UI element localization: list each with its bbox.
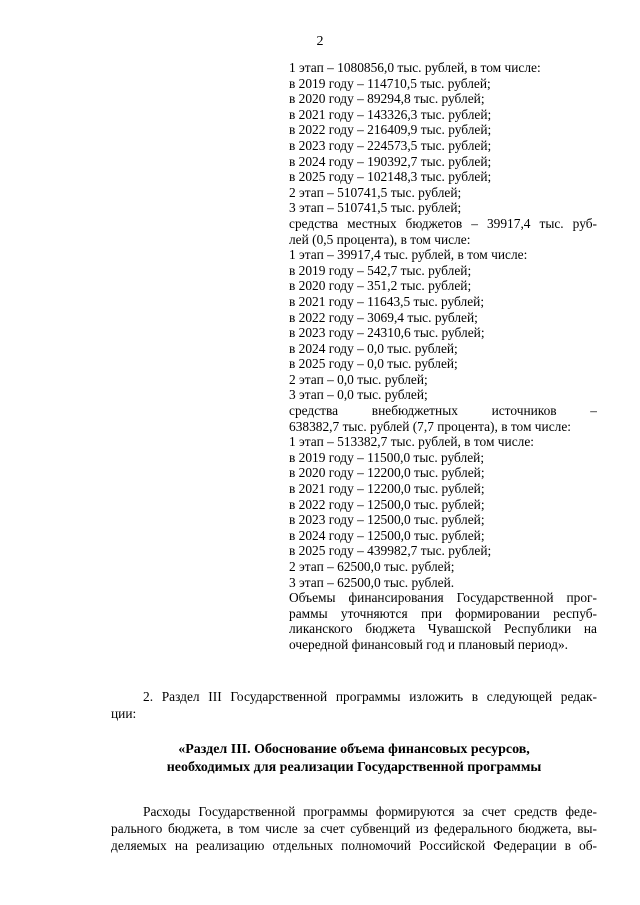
text-line: в 2021 году – 143326,3 тыс. рублей; [289,106,492,122]
text-line: 2 этап – 510741,5 тыс. рублей; [289,184,462,200]
text-line: в 2021 году – 11643,5 тыс. рублей; [289,293,485,309]
financing-column [289,60,597,653]
text-line: в 2024 году – 12500,0 тыс. рублей; [289,527,485,543]
text-line: 1 этап – 1080856,0 тыс. рублей, в том числе: [289,60,541,75]
text-line: 3 этап – 0,0 тыс. рублей; [289,387,428,403]
text-line: ликанского бюджета Чувашской Республики на [289,621,597,637]
text-line: в 2023 году – 224573,5 тыс. рублей; [289,137,492,153]
text-line: 2. Раздел III Государственной программы изложить в следующей редак- [143,689,597,704]
text-line: средства внебюджетных источников – [289,403,597,419]
text-line: в 2022 году – 3069,4 тыс. рублей; [289,309,478,325]
text-line: 3 этап – 62500,0 тыс. рублей. [289,574,455,590]
text-line: 2 этап – 62500,0 тыс. рублей; [289,559,455,574]
text-line: в 2020 году – 89294,8 тыс. рублей; [289,91,485,107]
text-line: 638382,7 тыс. рублей (7,7 процента), в том числе: [289,418,571,434]
text-line: в 2020 году – 351,2 тыс. рублей; [289,278,472,294]
text-line: очередной финансовый год и плановый период». [289,636,569,652]
heading-line: «Раздел III. Обоснование объема финансовых ресурсов, [178,742,530,757]
text-line: в 2025 году – 0,0 тыс. рублей; [289,356,458,372]
text-line: деляемых на реализацию отдельных полномочий Российской Федерации в об- [111,838,597,853]
text-line: в 2021 году – 12200,0 тыс. рублей; [289,481,485,497]
text-line: в 2019 году – 542,7 тыс. рублей; [289,262,472,278]
heading-line: необходимых для реализации Государственной программы [166,760,542,775]
text-line: в 2023 году – 24310,6 тыс. рублей; [289,325,485,341]
amendment-item-2 [111,688,597,722]
text-line: лей (0,5 процента), в том числе: [289,231,471,247]
text-line: средства местных бюджетов – 39917,4 тыс. руб- [289,215,597,231]
section-paragraph [111,803,597,854]
text-line: в 2022 году – 12500,0 тыс. рублей; [289,496,485,512]
text-line: в 2024 году – 0,0 тыс. рублей; [289,340,458,356]
text-line: 3 этап – 510741,5 тыс. рублей; [289,200,462,216]
text-line: рального бюджета, в том числе за счет субвенций из федерального бюджета, вы- [111,821,597,836]
section-heading [111,741,597,777]
text-line: в 2019 году – 114710,5 тыс. рублей; [289,75,491,91]
text-line: в 2024 году – 190392,7 тыс. рублей; [289,153,492,169]
text-line: 1 этап – 513382,7 тыс. рублей, в том числе: [289,434,534,450]
text-line: в 2020 году – 12200,0 тыс. рублей; [289,465,485,481]
text-line: в 2022 году – 216409,9 тыс. рублей; [289,122,492,138]
text-line: в 2025 году – 102148,3 тыс. рублей; [289,169,492,185]
text-line: Объемы финансирования Государственной прог- [289,590,597,606]
text-line: в 2023 году – 12500,0 тыс. рублей; [289,512,485,528]
page-number: 2 [316,34,324,49]
text-line: ции: [111,706,137,721]
text-line: 2 этап – 0,0 тыс. рублей; [289,371,428,387]
text-line: раммы уточняются при формировании респуб- [289,605,597,621]
text-line: Расходы Государственной программы формируются за счет средств феде- [143,804,597,819]
text-line: в 2025 году – 439982,7 тыс. рублей; [289,543,492,559]
text-line: в 2019 году – 11500,0 тыс. рублей; [289,449,485,465]
text-line: 1 этап – 39917,4 тыс. рублей, в том числе: [289,247,528,263]
